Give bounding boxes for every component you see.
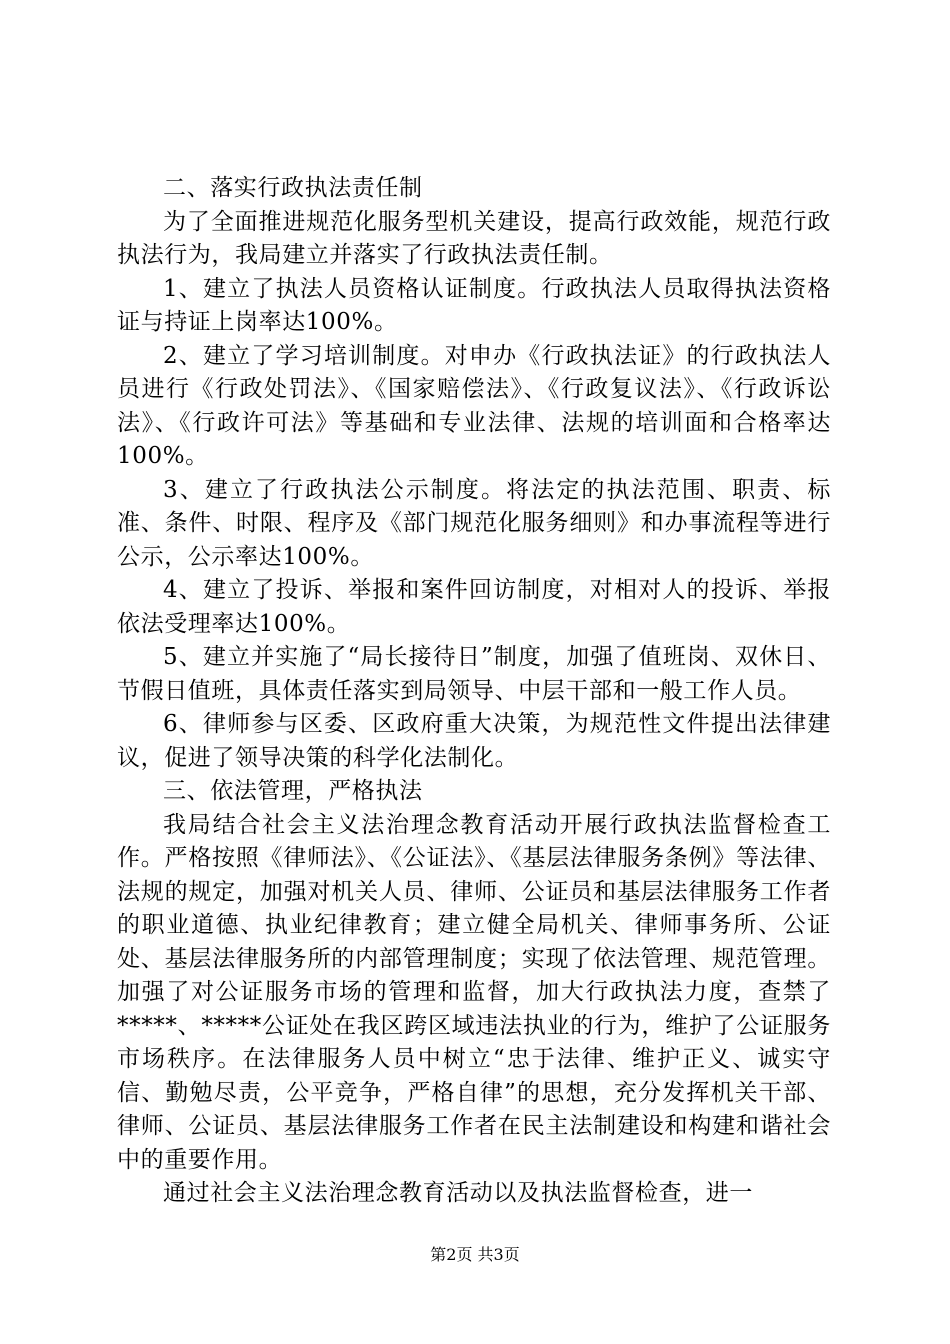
paragraph-item-6: 6、律师参与区委、区政府重大决策，为规范性文件提出法律建议，促进了领导决策的科学化法制化。 [117, 711, 831, 771]
section-heading-2: 二、落实行政执法责任制 [163, 175, 423, 201]
paragraph-item-3: 3、建立了行政执法公示制度。将法定的执法范围、职责、标准、条件、时限、程序及《部门规范化服务细则》和办事流程等进行公示，公示率达100%。 [117, 476, 831, 570]
paragraph-intro: 为了全面推进规范化服务型机关建设，提高行政效能，规范行政执法行为，我局建立并落实了行政执法责任制。 [117, 208, 831, 268]
page-footer: 第2页 共3页 [430, 1245, 520, 1264]
paragraph-item-5: 5、建立并实施了“局长接待日”制度，加强了值班岗、双休日、节假日值班，具体责任落实到局领导、中层干部和一般工作人员。 [117, 644, 831, 704]
paragraph-conclusion: 通过社会主义法治理念教育活动以及执法监督检查，进一 [163, 1180, 753, 1206]
paragraph-management: 我局结合社会主义法治理念教育活动开展行政执法监督检查工作。严格按照《律师法》、《公证法》、《基层法律服务条例》等法律、法规的规定，加强对机关人员、律师、公证员和基层法律服务工作者的职业道德、执业纪律教育；建立健全局机关、律师事务所、公证处、基层法律服务所的内部管理制度；实现了依法管理、规范管理。加强了对公证服务市场的管理和监督，加大行政执法力度，查禁了*****、*****公证处在我区跨区域违法执业的行为，维护了公证服务市场秩序。在法律服务人员中树立“忠于法律、维护正义、诚实守信、勤勉尽责，公平竞争，严格自律”的思想，充分发挥机关干部、律师、公证员、基层法律服务工作者在民主法制建设和构建和谐社会中的重要作用。 [117, 811, 831, 1173]
section-heading-3: 三、依法管理，严格执法 [163, 778, 423, 804]
paragraph-item-4: 4、建立了投诉、举报和案件回访制度，对相对人的投诉、举报依法受理率达100%。 [117, 577, 831, 637]
document-body [117, 172, 831, 1211]
paragraph-item-1: 1、建立了执法人员资格认证制度。行政执法人员取得执法资格证与持证上岗率达100%。 [117, 275, 831, 335]
paragraph-item-2: 2、建立了学习培训制度。对申办《行政执法证》的行政执法人员进行《行政处罚法》、《国家赔偿法》、《行政复议法》、《行政诉讼法》、《行政许可法》等基础和专业法律、法规的培训面和合格率达100%。 [117, 342, 831, 469]
